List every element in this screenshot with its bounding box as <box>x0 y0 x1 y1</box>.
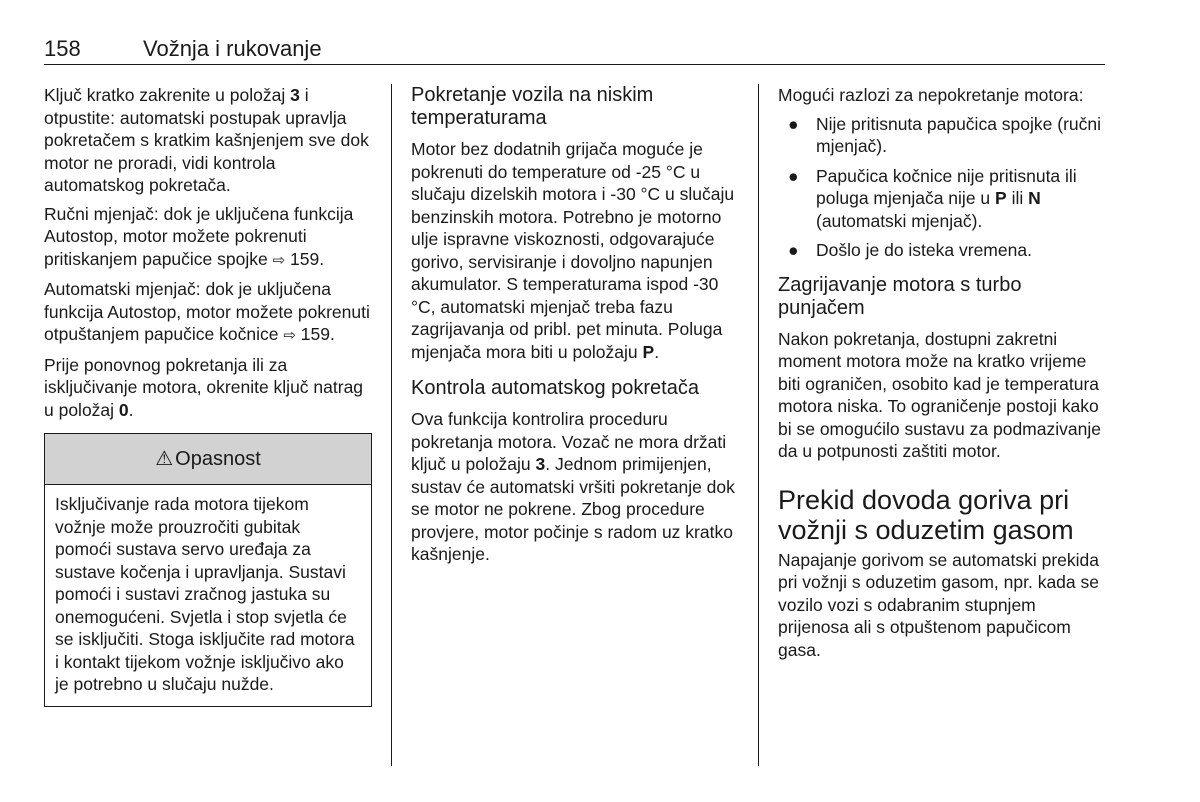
paragraph-starter-control: Ova funkcija kontrolira proceduru pokretanja motora. Vozač ne mora držati ključ u položaju 3. Jednom primijenjen, sustav će automatski vršiti pokretanje dok se motor ne pokrene. Zbog procedure provjere, motor počinje s radom uz kratko kašnjenje. <box>411 409 735 564</box>
heading-turbo-warmup: Zagrijavanje motora s turbo punjačem <box>778 273 1022 319</box>
heading-fuel-cutoff: Prekid dovoda goriva pri vožnji s oduzetim gasom <box>778 484 1074 545</box>
column-2 <box>411 84 746 572</box>
paragraph-reasons-intro: Mogući razlozi za nepokretanje motora: <box>778 85 1084 105</box>
bullet-icon: ● <box>788 165 799 186</box>
paragraph-manual-transmission: Ručni mjenjač: dok je uključena funkcija Autostop, motor možete pokrenuti pritiskanjem papučice spojke ⇨ 159. <box>44 203 354 269</box>
paragraph-automatic-transmission: Automatski mjenjač: dok je uključena funkcija Autostop, motor možete pokrenuti otpuštanjem papučice kočnice ⇨ 159. <box>44 279 370 344</box>
page-header <box>44 36 1105 64</box>
page-reference-arrow-icon: ⇨ <box>283 327 296 344</box>
warning-text: Isključivanje rada motora tijekom vožnje može prouzročiti gubitak pomoći sustava servo uređaja za sustave kočenja i upravljanja. Sustavi pomoći i sustavi zračnog jastuka su onemogućeni. Svjetla i stop svjetla će se isključiti. Stoga isključite rad motora i kontakt tijekom vožnje isključivo ako je potrebno u slučaju nužde. <box>55 494 355 694</box>
column-divider-1 <box>391 84 392 766</box>
warning-triangle-icon: ⚠ <box>155 447 174 470</box>
page-number: 158 <box>44 36 81 61</box>
list-item: ● Nije pritisnuta papučica spojke (ručni mjenjač). <box>788 113 1101 156</box>
bullet-icon: ● <box>788 240 799 260</box>
warning-title: Opasnost <box>175 447 261 470</box>
column-3 <box>778 84 1108 667</box>
running-title: Vožnja i rukovanje <box>143 36 322 61</box>
list-item: ● Papučica kočnice nije pritisnuta ili poluga mjenjača nije u P ili N (automatski mjenjač). <box>788 165 1077 231</box>
page-reference-arrow-icon: ⇨ <box>272 251 286 269</box>
bullet-icon: ● <box>788 113 799 134</box>
header-rule <box>44 64 1105 65</box>
warning-box <box>44 433 372 707</box>
paragraph-fuel-cutoff: Napajanje gorivom se automatski prekida pri vožnji s oduzetim gasom, npr. kada se vozilo vozi s odabranim stupnjem prijenosa ali s otpuštenom papučicom gasa. <box>778 549 1099 660</box>
list-item: ● Došlo je do isteka vremena. <box>788 240 1032 260</box>
warning-header <box>45 434 371 485</box>
paragraph-key-position-3: Ključ kratko zakrenite u položaj 3 i otpustite: automatski postupak upravlja pokretačem s kratkim kašnjenjem sve dok motor ne proradi, vidi kontrola automatskog pokretača. <box>44 85 369 195</box>
paragraph-turbo-warmup: Nakon pokretanja, dostupni zakretni moment motora može na kratko vrijeme biti ograničen, osobito kad je temperatura motora niska. To ograničenje postoji kako bi se omogućilo sustavu za podmazivanje da u potpunosti zaštiti motor. <box>778 328 1101 461</box>
column-1 <box>44 84 374 707</box>
paragraph-low-temperature: Motor bez dodatnih grijača moguće je pokrenuti do temperature od -25 °C u slučaju dizelskih motora i -30 °C u slučaju benzinskih motora. Potrebno je motorno ulje ispravne viskoznosti, odgovarajuće gorivo, servisiranje i dovoljno napunjen akumulator. S temperaturama ispod -30 °C, automatski mjenjač treba fazu zagrijavanja od pribl. pet minuta. Poluga mjenjača mora biti u položaju P. <box>411 139 735 362</box>
paragraph-restart: Prije ponovnog pokretanja ili za isključivanje motora, okrenite ključ natrag u položaj 0. <box>44 354 364 420</box>
heading-low-temperature-start: Pokretanje vozila na niskim temperaturama <box>411 84 654 129</box>
column-divider-2 <box>758 84 759 766</box>
heading-starter-control: Kontrola automatskog pokretača <box>411 377 699 399</box>
reasons-list <box>778 113 1108 262</box>
